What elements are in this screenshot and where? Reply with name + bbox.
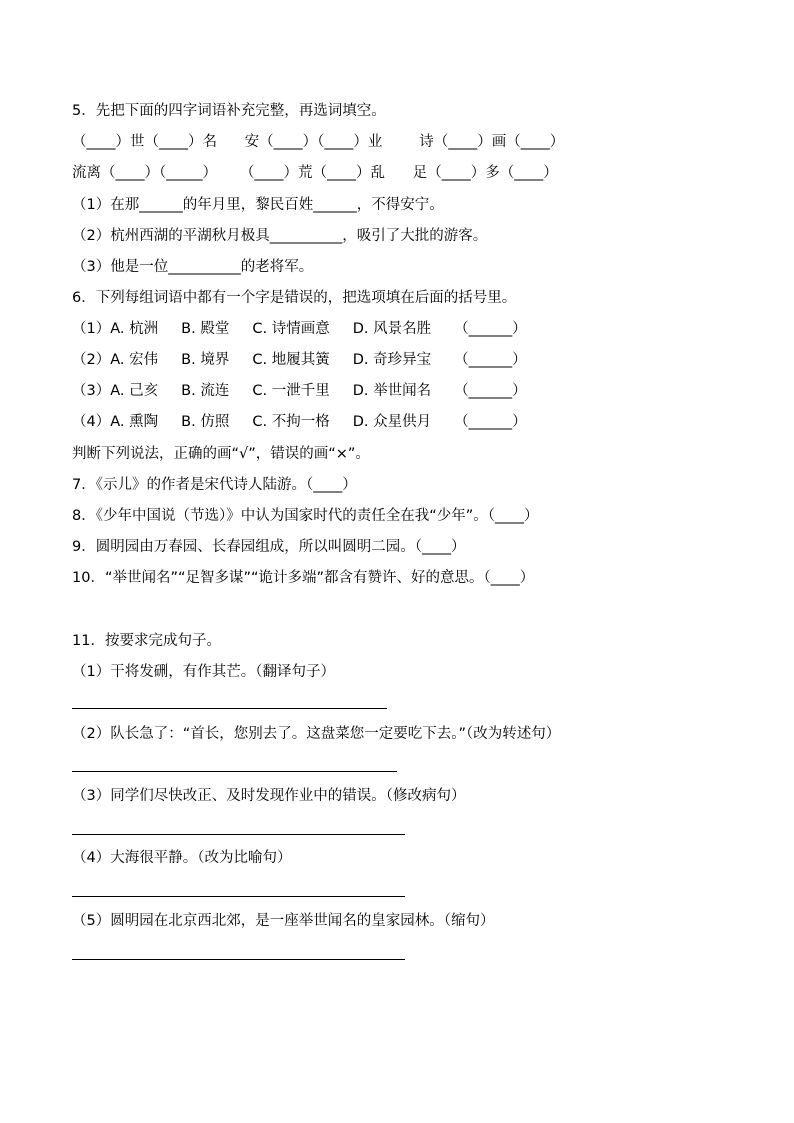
q11-sentence-3: （3）同学们尽快改正、及时发现作业中的错误。（修改病句） xyxy=(72,788,466,804)
q5-idiom-row-2: 流离（____）（_____） （____）荒（____）乱 足（____）多（____） xyxy=(72,165,558,181)
q5-idiom-row-1: （____）世（____）名 安（____）（____）业 诗（____）画（____） xyxy=(72,134,565,150)
answer-line-4[interactable] xyxy=(72,896,405,897)
answer-line-3[interactable] xyxy=(72,834,405,835)
q11-sentence-1: （1）干将发硎，有作其芒。（翻译句子） xyxy=(72,664,335,680)
answer-line-1[interactable] xyxy=(72,708,387,709)
q8: 8．《少年中国说（节选）》中认为国家时代的责任全在我“少年”。（____） xyxy=(72,508,539,524)
q11-sentence-2: （2）队长急了：“首长，您别去了。这盘菜您一定要吃下去。”（改为转述句） xyxy=(72,726,561,742)
q9: 9．圆明园由万春园、长春园组成，所以叫圆明二园。（____） xyxy=(72,539,466,555)
q5-title: 5．先把下面的四字词语补充完整，再选词填空。 xyxy=(72,103,386,119)
q10: 10．“举世闻名”“足智多谋”“诡计多端”都含有赞许、好的意思。（____） xyxy=(72,570,535,586)
q6-title: 6．下列每组词语中都有一个字是错误的，把选项填在后面的括号里。 xyxy=(72,290,517,306)
q5-sentence-2: （2）杭州西湖的平湖秋月极具__________，吸引了大批的游客。 xyxy=(72,228,488,244)
q5-sentence-1: （1）在那______的年月里，黎民百姓______，不得安宁。 xyxy=(72,197,444,213)
q5-sentence-3: （3）他是一位__________的老将军。 xyxy=(72,259,314,275)
q7: 7．《示儿》的作者是宋代诗人陆游。（____） xyxy=(72,477,357,493)
q11-sentence-4: （4）大海很平静。（改为比喻句） xyxy=(72,850,292,866)
q11-title: 11．按要求完成句子。 xyxy=(72,633,221,649)
q6-row-4: （4）A. 熏陶 B. 仿照 C. 不拘一格 D. 众星供月 （______） xyxy=(72,414,527,430)
answer-line-5[interactable] xyxy=(72,959,405,960)
q6-row-3: （3）A. 己亥 B. 流连 C. 一泄千里 D. 举世闻名 （______） xyxy=(72,383,527,399)
q11-sentence-5: （5）圆明园在北京西北郊，是一座举世闻名的皇家园林。（缩句） xyxy=(72,913,495,929)
judge-intro: 判断下列说法，正确的画“√”，错误的画“×”。 xyxy=(72,446,370,462)
q6-row-2: （2）A. 宏伟 B. 境界 C. 地履其簧 D. 奇珍异宝 （______） xyxy=(72,352,527,368)
q6-row-1: （1）A. 杭洲 B. 殿堂 C. 诗情画意 D. 风景名胜 （______） xyxy=(72,321,527,337)
answer-line-2[interactable] xyxy=(72,771,397,772)
